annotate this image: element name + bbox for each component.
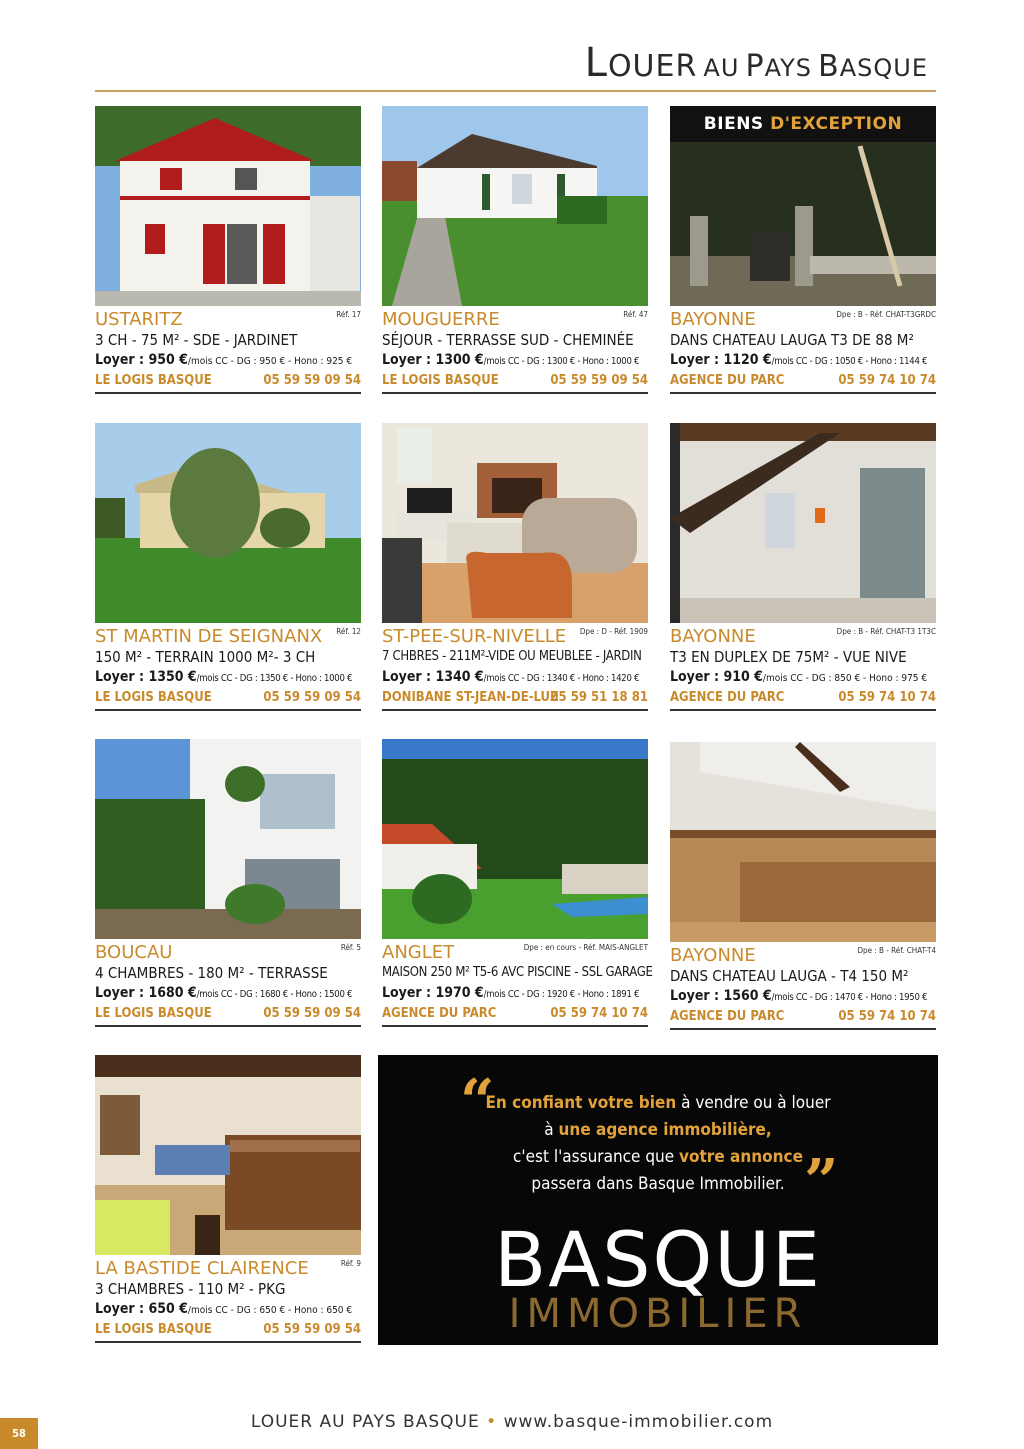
quote-open-icon: “ bbox=[460, 1067, 495, 1137]
listing-description: DANS CHATEAU LAUGA - T4 150 M² bbox=[670, 967, 909, 985]
listing-agency: LE LOGIS BASQUE 05 59 59 09 54 bbox=[95, 689, 361, 711]
page-header bbox=[95, 38, 936, 92]
listing-description: 3 CHAMBRES - 110 M² - PKG bbox=[95, 1280, 286, 1298]
agency-phone[interactable]: 05 59 59 09 54 bbox=[263, 373, 361, 388]
page-footer: LOUER AU PAYS BASQUE • www.basque-immobilier.com bbox=[250, 1412, 774, 1432]
listing-city: ST-PEE-SUR-NIVELLE bbox=[382, 626, 567, 647]
listing-city: BAYONNE bbox=[670, 626, 756, 647]
listing-photo[interactable] bbox=[382, 739, 648, 939]
listing-city: LA BASTIDE CLAIRENCE bbox=[95, 1258, 309, 1279]
listing-price: Loyer : 1350 €/mois CC - DG : 1350 € - Hono : 1000 € bbox=[95, 669, 353, 685]
listing-description: 150 M² - TERRAIN 1000 M²- 3 CH bbox=[95, 648, 316, 666]
listing-description: DANS CHATEAU LAUGA T3 DE 88 M² bbox=[670, 331, 914, 349]
listing-agency: AGENCE DU PARC 05 59 74 10 74 bbox=[670, 689, 936, 711]
listing-photo[interactable] bbox=[382, 106, 648, 306]
listing-photo[interactable] bbox=[95, 423, 361, 623]
listing-ref: Dpe : B - Réf. CHAT-T4 bbox=[857, 946, 936, 955]
listing-price: Loyer : 1300 €/mois CC - DG : 1300 € - Hono : 1000 € bbox=[382, 352, 640, 368]
agency-phone[interactable]: 05 59 51 18 81 bbox=[550, 690, 648, 705]
listing-price: Loyer : 1340 €/mois CC - DG : 1340 € - Hono : 1420 € bbox=[382, 669, 640, 685]
listing-card[interactable] bbox=[382, 739, 653, 1027]
listing-card[interactable] bbox=[670, 742, 936, 1030]
listing-description: 4 CHAMBRES - 180 M² - TERRASSE bbox=[95, 964, 328, 982]
listing-price: Loyer : 1560 €/mois CC - DG : 1470 € - Hono : 1950 € bbox=[670, 988, 928, 1004]
listing-agency: LE LOGIS BASQUE 05 59 59 09 54 bbox=[95, 372, 361, 394]
page-number: 58 bbox=[0, 1418, 38, 1449]
listing-description: T3 EN DUPLEX DE 75M² - VUE NIVE bbox=[670, 648, 907, 666]
listing-agency: DONIBANE ST-JEAN-DE-LUZ 05 59 51 18 81 bbox=[382, 689, 648, 711]
listing-price: Loyer : 950 €/mois CC - DG : 950 € - Hono : 925 € bbox=[95, 352, 353, 368]
listing-price: Loyer : 1680 €/mois CC - DG : 1680 € - Hono : 1500 € bbox=[95, 985, 353, 1001]
listing-price: Loyer : 1120 €/mois CC - DG : 1050 € - Hono : 1144 € bbox=[670, 352, 928, 368]
listing-description: 7 CHBRES - 211M²-VIDE OU MEUBLEE - JARDIN bbox=[382, 649, 642, 664]
listing-photo[interactable] bbox=[670, 106, 936, 306]
listing-photo[interactable] bbox=[670, 423, 936, 623]
agency-phone[interactable]: 05 59 74 10 74 bbox=[838, 690, 936, 705]
listing-ref: Dpe : en cours - Réf. MAIS-ANGLET bbox=[523, 943, 648, 952]
listing-photo[interactable] bbox=[670, 742, 936, 942]
listing-description: MAISON 250 M² T5-6 AVC PISCINE - SSL GARAGE bbox=[382, 965, 653, 980]
listing-city: ANGLET bbox=[382, 942, 455, 963]
quote-close-icon: ” bbox=[804, 1147, 839, 1217]
listing-price: Loyer : 910 €/mois CC - DG : 850 € - Hono : 975 € bbox=[670, 669, 928, 685]
listing-card[interactable] bbox=[382, 423, 648, 711]
brand-logo: BASQUE bbox=[494, 1215, 822, 1304]
listing-card[interactable] bbox=[95, 106, 361, 394]
footer-bullet: • bbox=[486, 1412, 498, 1432]
listing-description: 3 CH - 75 M² - SDE - JARDINET bbox=[95, 331, 298, 349]
listing-city: BOUCAU bbox=[95, 942, 173, 963]
listing-card[interactable] bbox=[95, 423, 361, 711]
agency-phone[interactable]: 05 59 59 09 54 bbox=[263, 1006, 361, 1021]
listing-photo[interactable] bbox=[95, 106, 361, 306]
listing-card[interactable] bbox=[670, 106, 936, 394]
listing-photo[interactable] bbox=[95, 739, 361, 939]
listing-photo[interactable] bbox=[95, 1055, 361, 1255]
promo-banner bbox=[378, 1055, 938, 1345]
brand-logo-subtitle: IMMOBILIER bbox=[508, 1291, 808, 1337]
agency-phone[interactable]: 05 59 59 09 54 bbox=[550, 373, 648, 388]
agency-phone[interactable]: 05 59 74 10 74 bbox=[550, 1006, 648, 1021]
listing-card[interactable] bbox=[95, 739, 361, 1027]
listing-agency: AGENCE DU PARC 05 59 74 10 74 bbox=[670, 372, 936, 394]
agency-phone[interactable]: 05 59 59 09 54 bbox=[263, 690, 361, 705]
listing-card[interactable] bbox=[670, 423, 936, 711]
footer-url[interactable]: www.basque-immobilier.com bbox=[503, 1412, 774, 1432]
promo-line-4: passera dans Basque Immobilier. bbox=[531, 1174, 785, 1194]
promo-line-1: En confiant votre bien à vendre ou à louer bbox=[485, 1093, 831, 1113]
listing-agency: AGENCE DU PARC 05 59 74 10 74 bbox=[670, 1008, 936, 1030]
agency-phone[interactable]: 05 59 59 09 54 bbox=[263, 1322, 361, 1337]
listing-ref: Dpe : B - Réf. CHAT-T3GRDC bbox=[836, 310, 936, 319]
listing-city: ST MARTIN DE SEIGNANX bbox=[95, 626, 323, 647]
listing-card[interactable] bbox=[95, 1055, 361, 1343]
listing-city: USTARITZ bbox=[95, 309, 183, 330]
listing-price: Loyer : 1970 €/mois CC - DG : 1920 € - Hono : 1891 € bbox=[382, 985, 640, 1001]
agency-phone[interactable]: 05 59 74 10 74 bbox=[838, 1009, 936, 1024]
listing-ref: Réf. 9 bbox=[340, 1259, 361, 1268]
page-title: LOUER AU PAYS BASQUE bbox=[584, 40, 928, 86]
listing-ref: Réf. 5 bbox=[340, 943, 361, 952]
promo-line-2: à une agence immobilière, bbox=[544, 1120, 772, 1140]
listing-ref: Réf. 12 bbox=[336, 627, 361, 636]
promo-line-3: c'est l'assurance que votre annonce bbox=[513, 1147, 803, 1167]
agency-phone[interactable]: 05 59 74 10 74 bbox=[838, 373, 936, 388]
listing-ref: Réf. 47 bbox=[623, 310, 648, 319]
listing-ref: Réf. 17 bbox=[336, 310, 361, 319]
listing-city: BAYONNE bbox=[670, 309, 756, 330]
listing-description: SÉJOUR - TERRASSE SUD - CHEMINÉE bbox=[382, 331, 634, 349]
listing-ref: Dpe : B - Réf. CHAT-T3 1T3C bbox=[836, 627, 936, 636]
listing-agency: LE LOGIS BASQUE 05 59 59 09 54 bbox=[95, 1321, 361, 1343]
listing-agency: AGENCE DU PARC 05 59 74 10 74 bbox=[382, 1005, 648, 1027]
listing-city: BAYONNE bbox=[670, 945, 756, 966]
exception-badge: BIENS D'EXCEPTION bbox=[670, 106, 936, 142]
listing-city: MOUGUERRE bbox=[382, 309, 500, 330]
listing-agency: LE LOGIS BASQUE 05 59 59 09 54 bbox=[95, 1005, 361, 1027]
listing-ref: Dpe : D - Réf. 1909 bbox=[579, 627, 648, 636]
listing-price: Loyer : 650 €/mois CC - DG : 650 € - Hono : 650 € bbox=[95, 1301, 353, 1317]
listing-card[interactable] bbox=[382, 106, 648, 394]
listing-photo[interactable] bbox=[382, 423, 648, 623]
listing-agency: LE LOGIS BASQUE 05 59 59 09 54 bbox=[382, 372, 648, 394]
